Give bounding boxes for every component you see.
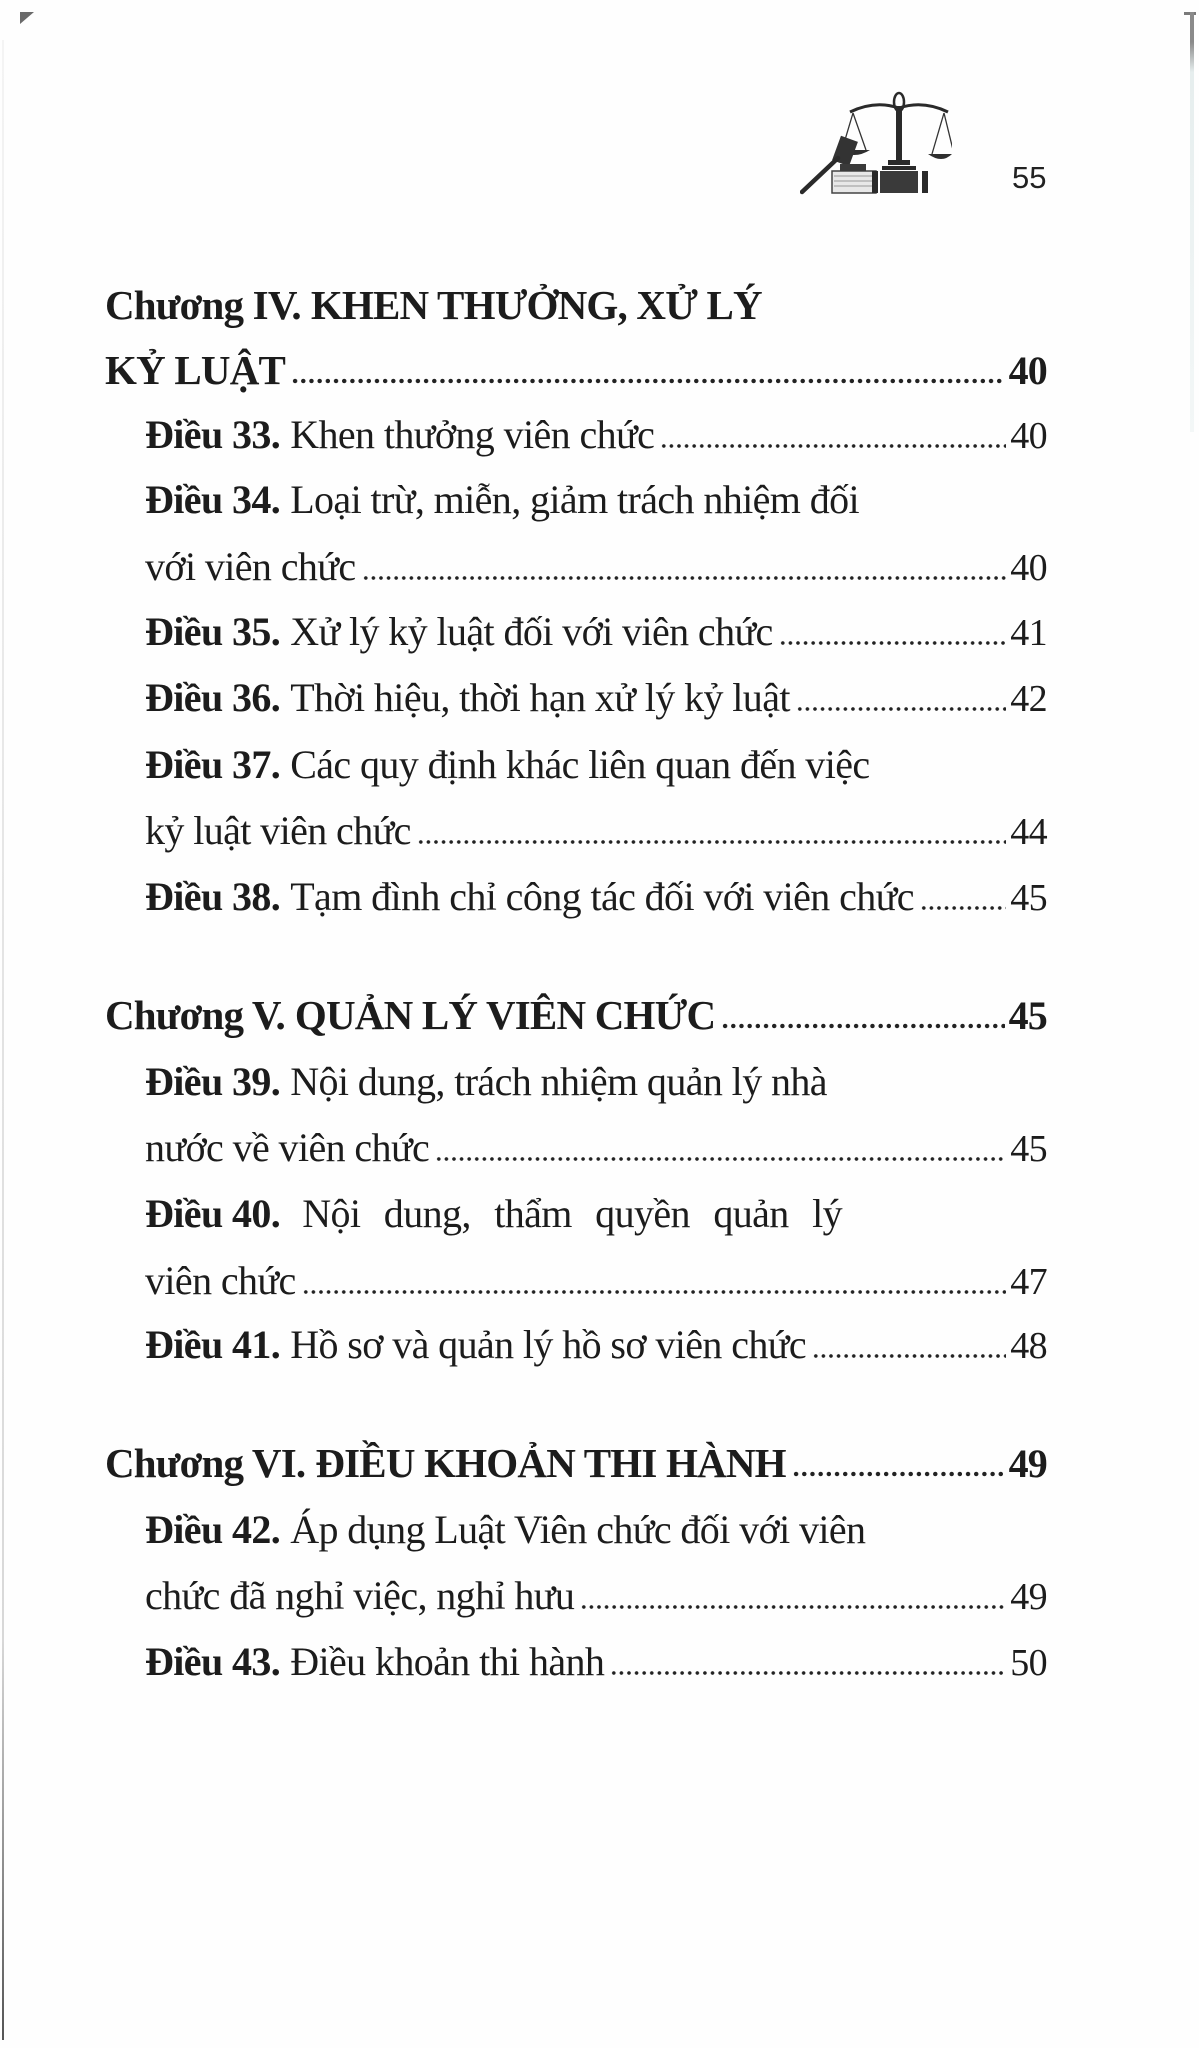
article-title: nước về viên chức [145, 1125, 430, 1170]
leader-dots [721, 1009, 1004, 1029]
page-reference: 44 [1010, 811, 1047, 853]
page-reference: 49 [1010, 1576, 1047, 1618]
toc-chapter-heading-continued [105, 340, 1047, 400]
article-title: Các quy định khác liên quan đến việc [290, 742, 870, 787]
article-label: Điều 39. [145, 1059, 281, 1104]
article-title: kỷ luật viên chức [145, 808, 411, 853]
article-title: Nội dung, thẩm quyền quản lý [302, 1191, 843, 1236]
toc-entry [145, 602, 1047, 662]
article-label: Điều 37. [145, 742, 281, 787]
article-label: Điều 34. [145, 477, 281, 522]
toc-chapter-heading [105, 985, 1047, 1045]
page-reference: 45 [1008, 993, 1047, 1038]
page-reference: 45 [1010, 1128, 1047, 1170]
toc-entry [145, 1632, 1047, 1692]
leader-dots [920, 891, 1006, 911]
page-reference: 47 [1010, 1261, 1047, 1303]
leader-dots [417, 825, 1006, 845]
article-label: Điều 43. [145, 1639, 281, 1684]
leader-dots [610, 1656, 1006, 1676]
toc-entry [145, 1184, 1047, 1244]
toc-chapter-heading [105, 1433, 1047, 1493]
article-title: viên chức [145, 1258, 296, 1303]
article-title: Xử lý kỷ luật đối với viên chức [290, 609, 773, 654]
page-reference: 42 [1010, 678, 1047, 720]
toc-entry-continued [145, 1118, 1047, 1178]
page-reference: 45 [1010, 877, 1047, 919]
toc-entry [145, 405, 1047, 465]
article-label: Điều 38. [145, 874, 281, 919]
article-label: Điều 35. [145, 609, 281, 654]
article-title: Khen thưởng viên chức [290, 412, 655, 457]
article-title: chức đã nghỉ việc, nghỉ hưu [145, 1573, 575, 1618]
page-edge [1190, 12, 1194, 432]
leader-dots [580, 1590, 1006, 1610]
chapter-title: KỶ LUẬT [105, 347, 286, 393]
chapter-title: QUẢN LÝ VIÊN CHỨC [294, 992, 716, 1038]
toc-entry [145, 735, 1047, 795]
page-number: 55 [1012, 160, 1047, 195]
toc-entry [145, 867, 1047, 927]
toc-entry-continued [145, 801, 1047, 861]
article-title: với viên chức [145, 544, 356, 589]
crop-mark [20, 12, 34, 24]
page-reference: 41 [1010, 612, 1047, 654]
page-reference: 49 [1008, 1441, 1047, 1486]
page-reference: 50 [1010, 1642, 1047, 1684]
toc-entry [145, 1315, 1047, 1375]
article-title: Thời hiệu, thời hạn xử lý kỷ luật [290, 675, 790, 720]
leader-dots [792, 1457, 1005, 1477]
toc-entry [145, 1500, 1047, 1560]
chapter-label: Chương IV. [105, 282, 301, 328]
leader-dots [660, 429, 1006, 449]
chapter-label: Chương VI. [105, 1440, 306, 1486]
article-label: Điều 40. [145, 1191, 281, 1236]
chapter-title: ĐIỀU KHOẢN THI HÀNH [315, 1440, 786, 1486]
chapter-title: KHEN THƯỞNG, XỬ LÝ [310, 282, 762, 328]
article-title: Hồ sơ và quản lý hồ sơ viên chức [290, 1322, 807, 1367]
leader-dots [362, 561, 1007, 581]
page-reference: 48 [1010, 1325, 1047, 1367]
leader-dots [779, 626, 1006, 646]
leader-dots [796, 692, 1006, 712]
article-label: Điều 41. [145, 1322, 281, 1367]
toc-entry [145, 668, 1047, 728]
toc-entry-continued [145, 1566, 1047, 1626]
article-title: Nội dung, trách nhiệm quản lý nhà [290, 1059, 827, 1104]
article-title: Loại trừ, miễn, giảm trách nhiệm đối [290, 477, 860, 522]
article-label: Điều 42. [145, 1507, 281, 1552]
page-reference: 40 [1010, 415, 1047, 457]
page-reference: 40 [1008, 348, 1047, 393]
scales-of-justice-with-gavel-icon [800, 88, 952, 196]
page-reference: 40 [1010, 547, 1047, 589]
article-title: Tạm đình chỉ công tác đối với viên chức [290, 874, 914, 919]
toc-entry-continued [145, 537, 1047, 597]
toc-entry [145, 470, 1047, 530]
chapter-label: Chương V. [105, 992, 285, 1038]
toc-entry [145, 1052, 1047, 1112]
article-title: Điều khoản thi hành [290, 1639, 605, 1684]
leader-dots [291, 364, 1005, 384]
page-edge [2, 40, 4, 2040]
leader-dots [302, 1275, 1007, 1295]
toc-chapter-heading [105, 275, 1047, 335]
leader-dots [435, 1142, 1006, 1162]
toc-entry-continued [145, 1251, 1047, 1311]
leader-dots [812, 1339, 1006, 1359]
article-title: Áp dụng Luật Viên chức đối với viên [290, 1507, 866, 1552]
article-label: Điều 36. [145, 675, 281, 720]
article-label: Điều 33. [145, 412, 281, 457]
